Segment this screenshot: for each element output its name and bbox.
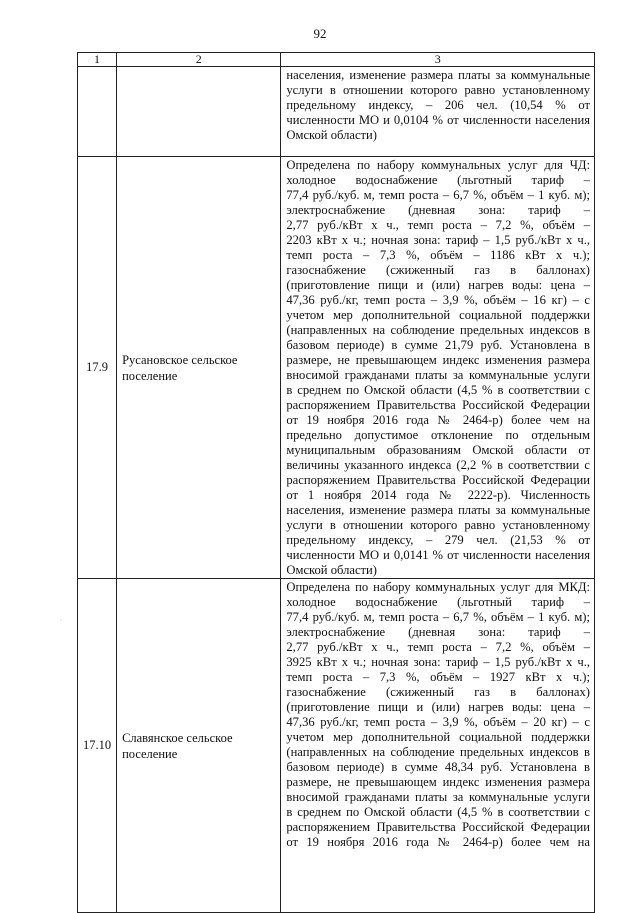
text-line: населения, изменение размера платы за коммунальные — [286, 68, 590, 82]
text-line: (приготовление пищи и (или) нагрев воды: цена – — [286, 278, 590, 292]
text-line: 2,77 руб./кВт х ч., темп роста – 7,2 %, объём – — [286, 640, 590, 654]
tariff-table — [77, 52, 595, 913]
text-line: предельному индексу, – 279 чел. (21,53 % от — [286, 533, 590, 547]
settlement-name: Славянское сельское поселение — [117, 579, 281, 913]
text-line: Определена по набору коммунальных услуг для МКД: — [286, 580, 590, 594]
table-header-row — [78, 53, 595, 67]
row-number: 17.9 — [78, 157, 117, 579]
row-text — [281, 67, 595, 157]
text-line: размере, не превышающем индекс изменения размера — [286, 775, 590, 789]
text-line: учетом мер дополнительной социальной поддержки — [286, 308, 590, 322]
page-number: 92 — [313, 26, 327, 41]
text-line: населения, изменение размера платы за коммунальные — [286, 503, 590, 517]
text-line: муниципальным образованиям Омской области от — [286, 443, 590, 457]
text-line: базовом периоде) в сумме 48,34 руб. Установлена в — [286, 760, 590, 774]
text-line: вносимой гражданами платы за коммунальные услуги — [286, 790, 590, 804]
text-line: услуги в отношении которого равно установленному — [286, 83, 590, 97]
text-line: от 19 ноября 2016 года № 2464-р) более чем на — [286, 413, 590, 427]
text-line: распоряжением Правительства Российской Федерации — [286, 398, 590, 412]
text-line: в среднем по Омской области (4,5 % в соответствии с — [286, 383, 590, 397]
text-line: электроснабжение (дневная зона: тариф – — [286, 203, 590, 217]
row-text — [281, 579, 595, 913]
text-line: численности МО и 0,0104 % от численности населения — [286, 113, 590, 127]
table-row — [78, 579, 595, 913]
text-line: распоряжением Правительства Российской Федерации — [286, 473, 590, 487]
text-line: 2203 кВт х ч.; ночная зона: тариф – 1,5 руб./кВт х ч., — [286, 233, 590, 247]
text-line: от 19 ноября 2016 года № 2464-р) более чем на — [286, 835, 590, 849]
text-line: Омской области) — [286, 563, 377, 577]
text-line: Омской области) — [286, 128, 377, 142]
table-row — [78, 67, 595, 157]
text-line: 47,36 руб./кг, темп роста – 3,9 %, объём – 20 кг) – с — [286, 715, 590, 729]
text-line: газоснабжение (сжиженный газ в баллонах) — [286, 263, 590, 277]
text-line: распоряжением Правительства Российской Федерации — [286, 820, 590, 834]
text-line: 77,4 руб./куб. м, темп роста – 6,7 %, объём – 1 куб. м); — [286, 610, 590, 624]
text-line: (направленных на соблюдение предельных индексов в — [286, 323, 590, 337]
text-line: базовом периоде) в сумме 21,79 руб. Установлена в — [286, 338, 590, 352]
text-line: холодное водоснабжение (льготный тариф – — [286, 595, 590, 609]
text-line: (приготовление пищи и (или) нагрев воды: цена – — [286, 700, 590, 714]
text-line: холодное водоснабжение (льготный тариф – — [286, 173, 590, 187]
text-line: размере, не превышающем индекс изменения размера — [286, 353, 590, 367]
header-cell-2: 2 — [117, 53, 281, 67]
row-number: 17.10 — [78, 579, 117, 913]
settlement-name — [117, 67, 281, 157]
text-line: 47,36 руб./кг, темп роста – 3,9 %, объём – 16 кг) – с — [286, 293, 590, 307]
text-line: 3925 кВт х ч.; ночная зона: тариф – 1,5 руб./кВт х ч., — [286, 655, 590, 669]
text-line: электроснабжение (дневная зона: тариф – — [286, 625, 590, 639]
text-line: учетом мер дополнительной социальной поддержки — [286, 730, 590, 744]
table-row — [78, 157, 595, 579]
settlement-name: Русановское сельское поселение — [117, 157, 281, 579]
header-cell-3: 3 — [281, 53, 595, 67]
text-line: газоснабжение (сжиженный газ в баллонах) — [286, 685, 590, 699]
row-number — [78, 67, 117, 157]
text-line: 2,77 руб./кВт х ч., темп роста – 7,2 %, объём – — [286, 218, 590, 232]
text-line: темп роста – 7,3 %, объём – 1186 кВт х ч.); — [286, 248, 590, 262]
text-line: в среднем по Омской области (4,5 % в соответствии с — [286, 805, 590, 819]
text-line: предельно допустимое отклонение по отдельным — [286, 428, 590, 442]
row-text — [281, 157, 595, 579]
scan-speck: · — [60, 618, 62, 624]
text-line: вносимой гражданами платы за коммунальные услуги — [286, 368, 590, 382]
text-line: 77,4 руб./куб. м, темп роста – 6,7 %, объём – 1 куб. м); — [286, 188, 590, 202]
text-line: от 1 ноября 2014 года № 2222-р). Численность — [286, 488, 590, 502]
text-line: (направленных на соблюдение предельных индексов в — [286, 745, 590, 759]
text-line: услуги в отношении которого равно установленному — [286, 518, 590, 532]
text-line: численности МО и 0,0141 % от численности населения — [286, 548, 590, 562]
text-line: величины указанного индекса (2,2 % в соответствии с — [286, 458, 590, 472]
text-line: Определена по набору коммунальных услуг для ЧД: — [286, 158, 590, 172]
text-line: темп роста – 7,3 %, объём – 1927 кВт х ч.); — [286, 670, 590, 684]
header-cell-1: 1 — [78, 53, 117, 67]
text-line: предельному индексу, – 206 чел. (10,54 % от — [286, 98, 590, 112]
